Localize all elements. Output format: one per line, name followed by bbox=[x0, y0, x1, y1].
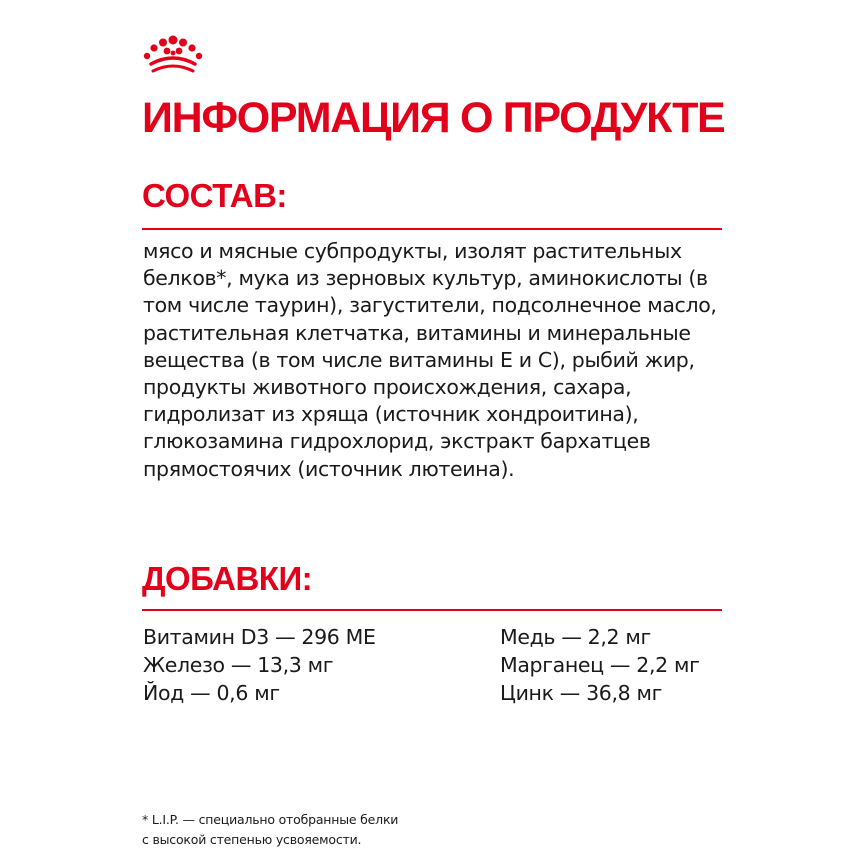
composition-text: мясо и мясные субпродукты, изолят растительных белков*, мука из зерновых культур, аминокислоты (в том числе таурин), загустители, подсолнечное масло, растительная клетчатка, витамины и минеральные вещества (в том числе витамины Е и С), рыбий жир, продукты животного происхождения, сахара, гидролизат из хряща (источник хондроитина), глюкозамина гидрохлорид, экстракт бархатцев прямостоячих (источник лютеина). bbox=[143, 239, 717, 481]
crown-icon bbox=[142, 34, 204, 76]
footnote-line: * L.I.P. — специально отобранные белки bbox=[142, 812, 399, 827]
additive-item: Медь — 2,2 мг bbox=[500, 625, 651, 649]
additive-item: Йод — 0,6 мг bbox=[143, 681, 280, 705]
additive-item: Железо — 13,3 мг bbox=[143, 653, 334, 677]
footnote bbox=[142, 810, 562, 850]
additives-divider bbox=[142, 609, 722, 611]
additives-table bbox=[143, 623, 743, 713]
additives-heading: ДОБАВКИ: bbox=[142, 560, 313, 597]
footnote-line: с высокой степенью усвояемости. bbox=[142, 832, 362, 847]
composition-divider bbox=[142, 228, 722, 230]
additives-left-column bbox=[143, 623, 493, 707]
additive-item: Цинк — 36,8 мг bbox=[500, 681, 663, 705]
additive-item: Марганец — 2,2 мг bbox=[500, 653, 700, 677]
page-title: ИНФОРМАЦИЯ О ПРОДУКТЕ bbox=[142, 94, 725, 142]
additives-right-column bbox=[500, 623, 740, 707]
composition-heading: СОСТАВ: bbox=[142, 177, 287, 214]
additive-item: Витамин D3 — 296 МЕ bbox=[143, 625, 376, 649]
